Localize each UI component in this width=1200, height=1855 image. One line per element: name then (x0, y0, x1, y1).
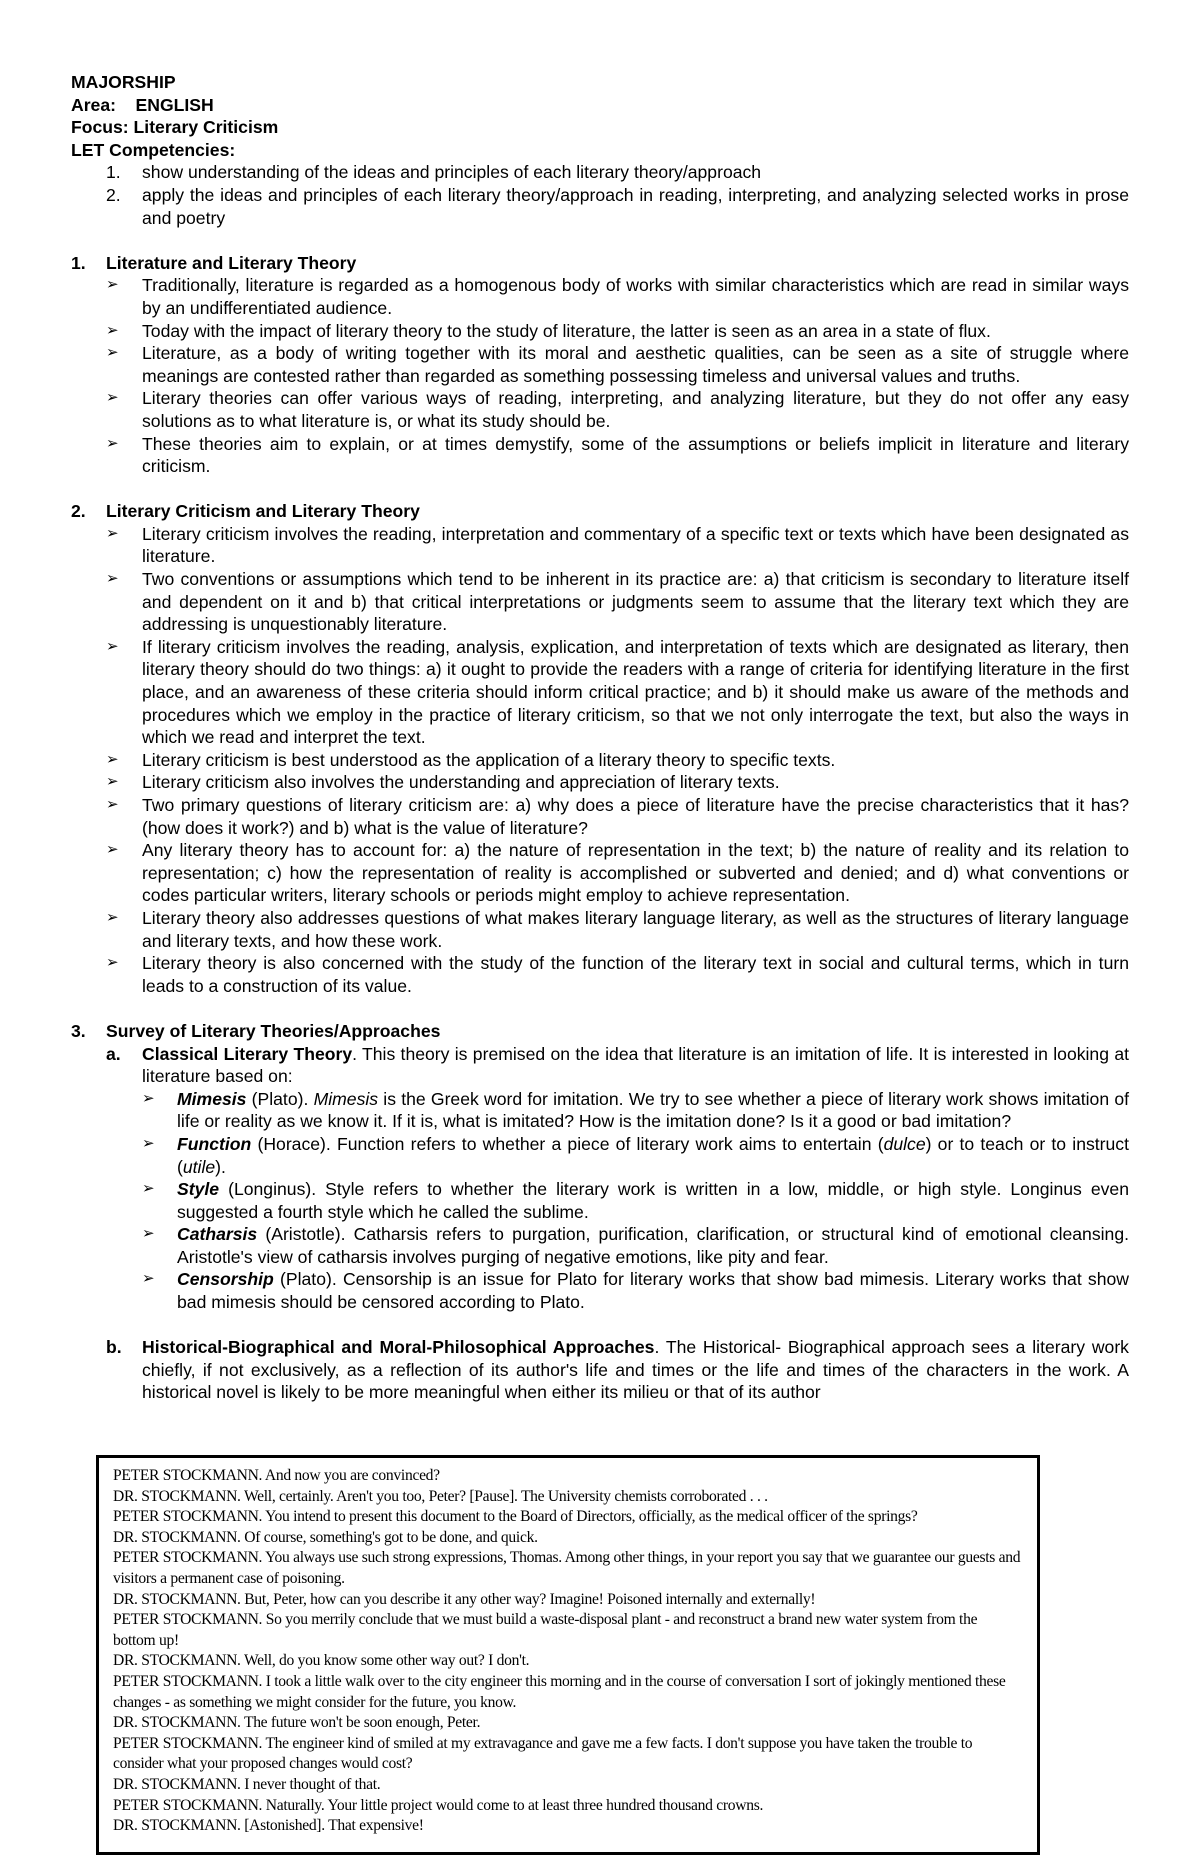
dialogue-line: DR. STOCKMANN. [Astonished]. That expensive! (113, 1817, 424, 1835)
competencies-list (71, 161, 1129, 229)
subsection-classical: a. Classical Literary Theory. This theory is premised on the idea that literature is an imitation of life. It is interested in looking at literature based on: (106, 1043, 1129, 1087)
list-item: ➢ Function (Horace). Function refers to whether a piece of literary work aims to entertain (dulce) or to teach or to instruct (utile). (142, 1133, 1129, 1177)
list-item: ➢ Literature, as a body of writing together with its moral and aesthetic qualities, can be seen as a site of struggle where meanings are contested rather than regarded as something possessing timeless and universal values and truths. (106, 343, 1129, 386)
section-criticism-theory (71, 500, 1129, 997)
arrow-bullet-icon: ➢ (106, 276, 119, 294)
list-item: ➢ Literary theory is also concerned with the study of the function of the literary text in social and cultural terms, which in turn leads to a construction of its value. (106, 953, 1129, 996)
competency-item: 2. apply the ideas and principles of each literary theory/approach in reading, interpreting, and analyzing selected works in prose and poetry (106, 184, 1129, 228)
arrow-bullet-icon: ➢ (106, 524, 119, 542)
arrow-bullet-icon: ➢ (106, 908, 119, 926)
arrow-bullet-icon: ➢ (106, 954, 119, 972)
dialogue-line: DR. STOCKMANN. Well, certainly. Aren't you too, Peter? [Pause]. The University chemists corroborated . . . (113, 1487, 768, 1505)
list-item: ➢ Any literary theory has to account for: a) the nature of representation in the text; b) the nature of reality and its relation to representation; c) how the representation of reality is accomplished or subverted and denied; and d) what conventions or codes particular writers, literary schools or periods might employ to achieve representation. (106, 840, 1129, 906)
dialogue-line: DR. STOCKMANN. Of course, something's got to be done, and quick. (113, 1528, 538, 1546)
dialogue-line: PETER STOCKMANN. You always use such strong expressions, Thomas. Among other things, in your report you say that we guarantee our guests and visitors a permanent case of poisoning. (113, 1549, 1021, 1587)
list-item: ➢ Literary criticism is best understood as the application of a literary theory to specific texts. (106, 749, 836, 770)
list-item: ➢ Literary criticism also involves the understanding and appreciation of literary texts. (106, 772, 780, 793)
dialogue-line: PETER STOCKMANN. The engineer kind of smiled at my extravagance and gave me a few facts. I don't suppose you have taken the trouble to consider what your proposed changes would cost? (113, 1734, 973, 1773)
competency-item: 1. show understanding of the ideas and principles of each literary theory/approach (106, 162, 762, 183)
arrow-bullet-icon: ➢ (106, 637, 119, 655)
dialogue-box (96, 1455, 1040, 1855)
bullet-list (71, 274, 1129, 477)
dialogue-line: DR. STOCKMANN. But, Peter, how can you describe it any other way? Imagine! Poisoned internally and externally! (113, 1590, 816, 1608)
dialogue-line: DR. STOCKMANN. I never thought of that. (113, 1775, 381, 1793)
document-body (71, 71, 1129, 1404)
arrow-bullet-icon: ➢ (142, 1180, 155, 1198)
list-item: ➢ Literary theory also addresses questions of what makes literary language literary, as well as the structures of literary language and literary texts, and how these work. (106, 907, 1129, 951)
arrow-bullet-icon: ➢ (106, 389, 119, 407)
list-item: ➢ Two primary questions of literary criticism are: a) why does a piece of literature have the precise characteristics that it has? (how does it work?) and b) what is the value of literature? (106, 795, 1129, 838)
list-item: ➢ Two conventions or assumptions which tend to be inherent in its practice are: a) that criticism is secondary to literature itself and dependent on it and b) that critical interpretations or judgments seem to assume that the literary text which they are addressing is unquestionably literature. (106, 569, 1129, 635)
list-item: ➢ Traditionally, literature is regarded as a homogenous body of works with similar characteristics which are read in similar ways by an undifferentiated audience. (106, 275, 1129, 318)
arrow-bullet-icon: ➢ (106, 434, 119, 452)
subsection-term: Historical-Biographical and Moral-Philosophical Approaches (142, 1337, 655, 1358)
arrow-bullet-icon: ➢ (106, 321, 119, 339)
arrow-bullet-icon: ➢ (142, 1270, 155, 1288)
section-title: 1. Literature and Literary Theory (71, 252, 357, 273)
bullet-list (71, 523, 1129, 997)
section-title: 3. Survey of Literary Theories/Approaches (71, 1020, 441, 1041)
arrow-bullet-icon: ➢ (106, 773, 119, 791)
section-literature-theory (71, 252, 1129, 478)
list-item: ➢ Mimesis (Plato). Mimesis is the Greek word for imitation. We try to see whether a piece of literary work shows imitation of life or reality as we know it. If it is, what is imitated? How is the imitation done? Is it a good or bad imitation? (142, 1088, 1129, 1132)
section-survey-approaches (71, 1020, 1129, 1404)
arrow-bullet-icon: ➢ (106, 796, 119, 813)
arrow-bullet-icon: ➢ (106, 750, 119, 768)
arrow-bullet-icon: ➢ (106, 841, 119, 859)
subsection-term: Classical Literary Theory (142, 1043, 353, 1064)
list-item: ➢ Literary theories can offer various ways of reading, interpreting, and analyzing literature, but they do not offer any easy solutions as to what literature is, or what its study should be. (106, 388, 1129, 431)
list-item: ➢ Censorship (Plato). Censorship is an issue for Plato for literary works that show bad mimesis. Literary works that show bad mimesis should be censored according to Plato. (142, 1269, 1129, 1313)
arrow-bullet-icon: ➢ (142, 1134, 155, 1152)
arrow-bullet-icon: ➢ (106, 344, 119, 362)
dialogue-line: PETER STOCKMANN. You intend to present this document to the Board of Directors, officially, as the medical officer of the springs? (113, 1508, 918, 1526)
list-item: ➢ Literary criticism involves the reading, interpretation and commentary of a specific text or texts which have been designated as literature. (106, 523, 1129, 567)
arrow-bullet-icon: ➢ (142, 1089, 155, 1107)
list-item: ➢ Catharsis (Aristotle). Catharsis refers to purgation, purification, clarification, or structural kind of emotional cleansing. Aristotle's view of catharsis involves purging of negative emotions, like pity and fear. (142, 1224, 1129, 1267)
arrow-bullet-icon: ➢ (142, 1225, 155, 1243)
header-focus: Focus: Literary Criticism (71, 117, 279, 138)
classical-criteria-list (71, 1088, 1129, 1314)
header-area: Area: ENGLISH (71, 94, 214, 115)
dialogue-line: DR. STOCKMANN. Well, do you know some other way out? I don't. (113, 1652, 530, 1670)
section-title: 2. Literary Criticism and Literary Theory (71, 501, 420, 522)
dialogue-line: DR. STOCKMANN. The future won't be soon enough, Peter. (113, 1714, 481, 1732)
dialogue-line: PETER STOCKMANN. So you merrily conclude that we must build a waste-disposal plant - and reconstruct a brand new water system from the bottom up! (113, 1611, 978, 1649)
list-item: ➢ These theories aim to explain, or at times demystify, some of the assumptions or beliefs implicit in literature and literary criticism. (106, 433, 1129, 477)
list-item: ➢ If literary criticism involves the reading, analysis, explication, and interpretation of texts which are designated as literary, then literary theory should do two things: a) it ought to provide the readers with a range of criteria for identifying literature in the first place, and an awareness of these criteria should inform critical practice; and b) it should make us aware of the methods and procedures which we employ in the practice of literary criticism, so that we not only interrogate the text, but also the ways in which we read and interpret the text. (106, 636, 1129, 748)
list-item: ➢ Style (Longinus). Style refers to whether the literary work is written in a low, middle, or high style. Longinus even suggested a fourth style which he called the sublime. (142, 1179, 1129, 1222)
dialogue-line: PETER STOCKMANN. And now you are convinced? (113, 1467, 440, 1484)
list-item: ➢ Today with the impact of literary theory to the study of literature, the latter is seen as an area in a state of flux. (106, 320, 991, 341)
dialogue-line: PETER STOCKMANN. Naturally. Your little project would come to at least three hundred thousand crowns. (113, 1796, 764, 1814)
header-competencies: LET Competencies: (71, 139, 236, 160)
arrow-bullet-icon: ➢ (106, 570, 119, 588)
header-majorship: MAJORSHIP (71, 72, 176, 92)
dialogue-line: PETER STOCKMANN. I took a little walk over to the city engineer this morning and in the course of conversation I sort of jokingly mentioned these changes - as something we might consider for the future, you know. (113, 1672, 1006, 1711)
subsection-historical: b. Historical-Biographical and Moral-Philosophical Approaches. The Historical- Biographical approach sees a literary work chiefly, if not exclusively, as a reflection of its author's life and times or the life and times of the characters in the work. A historical novel is likely to be more meaningful when either its milieu or that of its author (106, 1337, 1129, 1403)
